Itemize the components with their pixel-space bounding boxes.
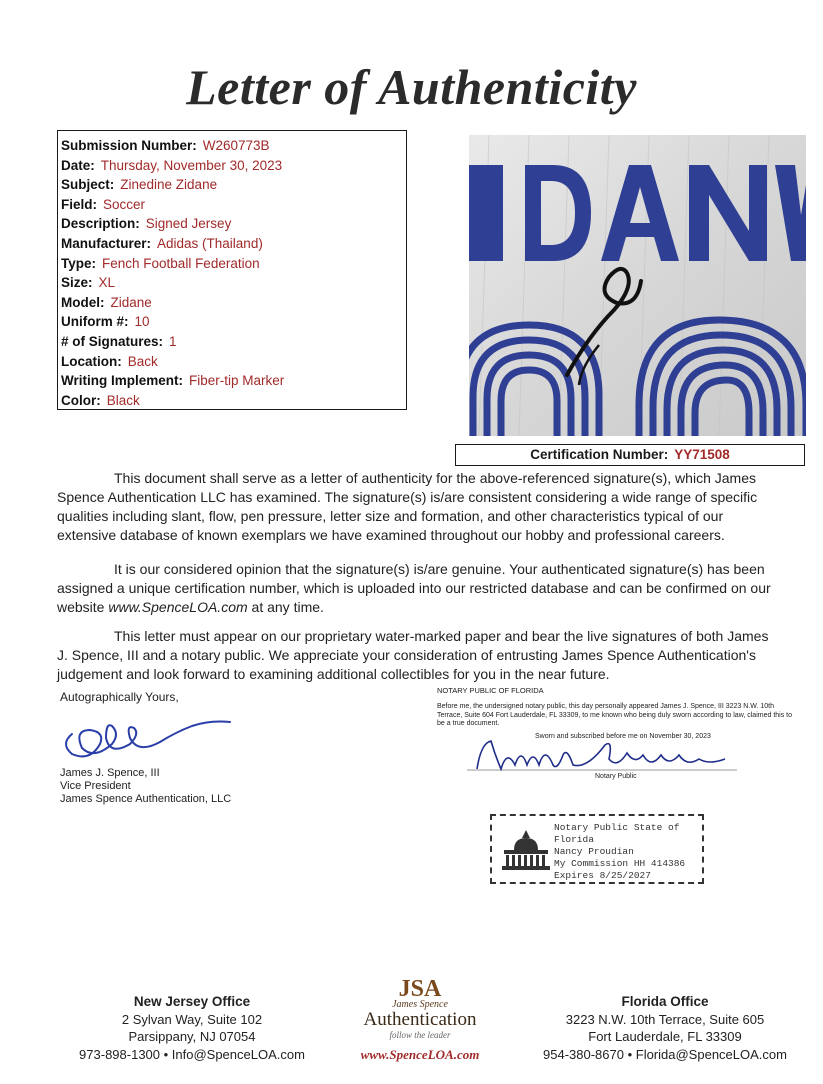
certification-box: [455, 444, 805, 466]
logo-authentication: Authentication: [363, 1009, 477, 1030]
logo-james-spence: James Spence: [392, 999, 448, 1010]
detail-row: [61, 273, 406, 293]
detail-row: [61, 156, 406, 176]
notary-statement: Before me, the undersigned notary public, this day personally appeared James J. Spence, III 3223 N.W. 10th Terrace, Suite 604 Fort Lauderdale, FL 33309, to me known who being duly sworn according to law, claimed this to be a true document.: [437, 703, 792, 727]
notary-stamp: [490, 814, 704, 884]
detail-value: Back: [127, 353, 158, 369]
detail-value: Fiber-tip Marker: [189, 373, 285, 389]
detail-value: Thursday, November 30, 2023: [100, 157, 283, 173]
stamp-line: My Commission HH 414386: [554, 858, 686, 869]
certification-label: Certification Number:: [530, 447, 669, 462]
paragraph-1: This document shall serve as a letter of authenticity for the above-referenced signature(s), which James Spence Authentication LLC has examined. The signature(s) is/are consistent considering a wide range of specific qualities including slant, flow, pen pressure, letter size and formation, and other characteristics typical of our extensive database of known exemplars we have examined throughout our hobby and professional careers.: [57, 470, 758, 543]
logo-tagline: follow the leader: [389, 1030, 451, 1040]
details-box: [57, 130, 407, 410]
capitol-icon: [500, 828, 552, 872]
paragraph-2: [57, 560, 773, 617]
detail-row: [61, 214, 406, 234]
detail-row: [61, 293, 406, 313]
detail-value: Soccer: [103, 196, 146, 212]
detail-row: [61, 332, 406, 352]
spence-signature: [60, 704, 240, 762]
detail-label: Writing Implement:: [61, 373, 184, 389]
detail-label: Size:: [61, 275, 93, 291]
detail-row: [61, 175, 406, 195]
detail-row: [61, 254, 406, 274]
office-city: Fort Lauderdale, FL 33309: [588, 1029, 742, 1044]
fl-office: [535, 993, 795, 1063]
detail-value: Signed Jersey: [145, 216, 232, 232]
detail-value: 10: [134, 314, 150, 330]
detail-row: [61, 195, 406, 215]
detail-value: Adidas (Thailand): [157, 235, 263, 251]
footer-website[interactable]: www.SpenceLOA.com: [360, 1047, 480, 1062]
paragraph-2-text: It is our considered opinion that the signature(s) is/are genuine. Your authenticated signature(s) has been assigned a unique certification number, which is uploaded into our restricted database and can be confirmed on our website: [57, 561, 771, 615]
letter-title: Letter of Authenticity: [186, 59, 637, 115]
office-title: Florida Office: [621, 994, 709, 1009]
detail-row: [61, 312, 406, 332]
paragraph-2-end: at any time.: [247, 599, 324, 615]
notary-public-label: Notary Public: [595, 773, 637, 780]
signer-name: James J. Spence, III: [60, 767, 160, 779]
detail-value: 1: [169, 333, 177, 349]
detail-label: Model:: [61, 294, 105, 310]
detail-label: Manufacturer:: [61, 235, 152, 251]
nj-office: [62, 993, 322, 1063]
office-address: 3223 N.W. 10th Terrace, Suite 605: [565, 1011, 765, 1027]
detail-row: [61, 352, 406, 372]
detail-label: Field:: [61, 196, 97, 212]
office-title: New Jersey Office: [133, 994, 251, 1009]
detail-label: Date:: [61, 157, 95, 173]
detail-value: Black: [106, 392, 140, 408]
office-contact: 954-380-8670 • Florida@SpenceLOA.com: [543, 1046, 787, 1062]
detail-label: # of Signatures:: [61, 333, 164, 349]
detail-label: Location:: [61, 353, 122, 369]
detail-value: Zidane: [110, 294, 152, 310]
detail-row: [61, 391, 406, 411]
detail-row: [61, 136, 406, 156]
notary-block: [437, 686, 797, 782]
detail-label: Color:: [61, 392, 101, 408]
stamp-line: Expires 8/25/2027: [554, 870, 651, 881]
website-link[interactable]: www.SpenceLOA.com: [108, 599, 248, 615]
stamp-line: Nancy Proudian: [554, 846, 634, 857]
notary-signature: [437, 735, 757, 775]
detail-row: [61, 371, 406, 391]
detail-value: Fench Football Federation: [102, 255, 260, 271]
notary-heading: NOTARY PUBLIC OF FLORIDA: [437, 686, 544, 695]
signoff-block: [60, 690, 340, 806]
jersey-photo: [469, 135, 806, 436]
detail-value: W260773B: [202, 138, 270, 153]
closing: Autographically Yours,: [60, 690, 179, 704]
signer-company: James Spence Authentication, LLC: [60, 793, 232, 805]
certification-number: YY71508: [674, 447, 730, 462]
office-address: 2 Sylvan Way, Suite 102: [121, 1011, 263, 1027]
office-contact: 973-898-1300 • Info@SpenceLOA.com: [79, 1046, 305, 1062]
logo-jsa: JSA: [398, 976, 442, 1002]
detail-label: Subject:: [61, 177, 115, 193]
jsa-logo: [340, 978, 500, 1068]
stamp-line: Notary Public State of Florida: [554, 822, 680, 845]
detail-label: Submission Number:: [61, 138, 197, 153]
detail-label: Uniform #:: [61, 314, 129, 330]
detail-label: Type:: [61, 255, 97, 271]
detail-label: Description:: [61, 216, 140, 232]
paragraph-3: This letter must appear on our proprietary water-marked paper and bear the live signatures of both James J. Spence, III and a notary public. We appreciate your consideration of entrusting James Spence Authentication's judgement and look forward to examining additional collectibles for you in the near future.: [57, 628, 769, 682]
signer-role: Vice President: [60, 780, 131, 792]
detail-row: [61, 234, 406, 254]
sworn-line: Sworn and subscribed before me on November 30, 2023: [535, 732, 711, 740]
detail-value: Zinedine Zidane: [120, 177, 218, 193]
detail-value: XL: [98, 275, 116, 291]
office-city: Parsippany, NJ 07054: [128, 1029, 256, 1044]
